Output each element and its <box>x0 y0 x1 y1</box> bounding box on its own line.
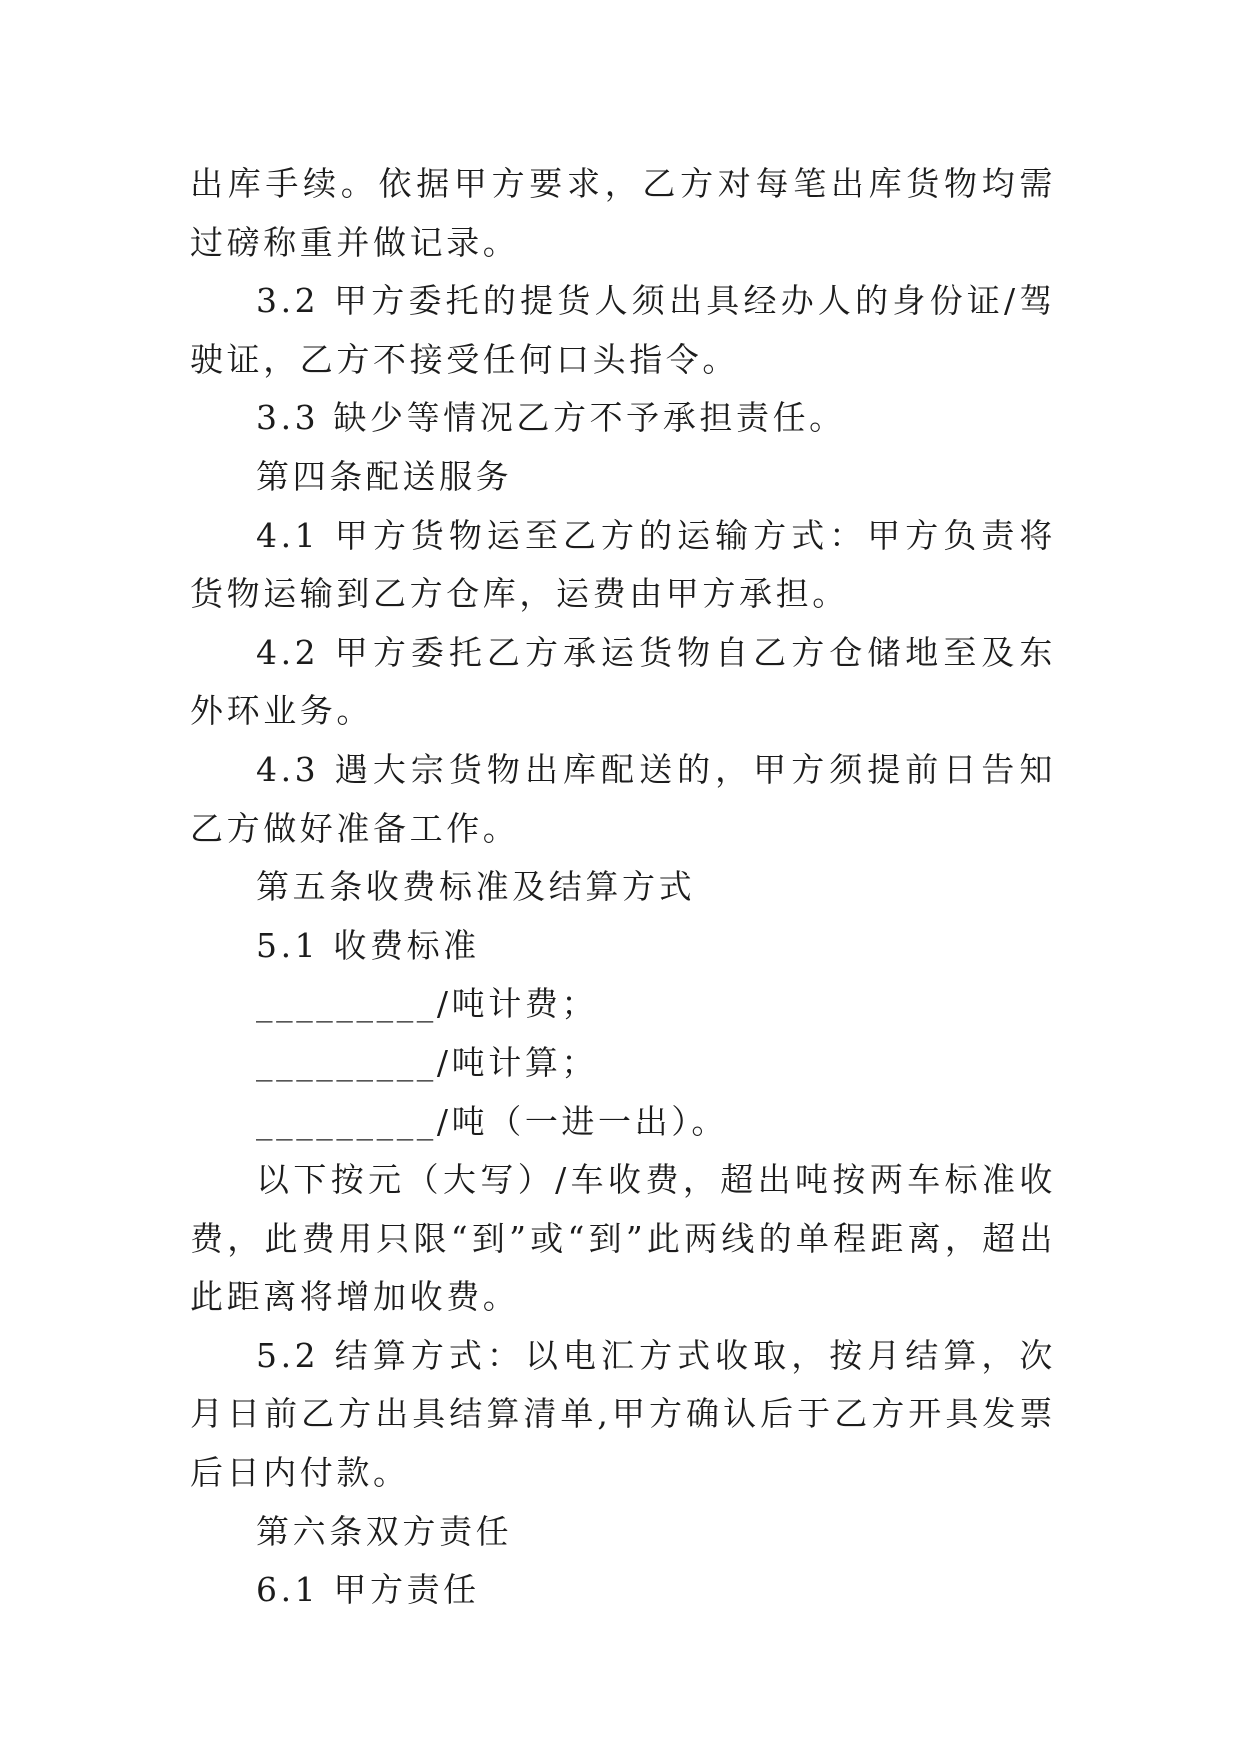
document-body <box>190 155 1056 1620</box>
paragraph-6-1: 6.1 甲方责任 <box>256 1570 480 1610</box>
paragraph-5-2: 5.2 结算方式：以电汇方式收取，按月结算，次月日前乙方出具结算清单,甲方确认后于乙方开具发票后日内付款。 <box>190 1335 1056 1493</box>
paragraph-4-3: 4.3 遇大宗货物出库配送的，甲方须提前日告知乙方做好准备工作。 <box>190 749 1056 848</box>
fee-line-per-ton-calc: _________/吨计算； <box>256 1042 599 1082</box>
heading-article-6: 第六条双方责任 <box>256 1511 513 1551</box>
paragraph-3-2: 3.2 甲方委托的提货人须出具经办人的身份证/驾驶证，乙方不接受任何口头指令。 <box>190 281 1056 379</box>
paragraph-vehicle-fee: 以下按元（大写）/车收费，超出吨按两车标准收费，此费用只限“到”或“到”此两线的单程距离，超出此距离将增加收费。 <box>190 1160 1056 1317</box>
paragraph-4-2: 4.2 甲方委托乙方承运货物自乙方仓储地至及东外环业务。 <box>190 632 1056 731</box>
paragraph-4-1: 4.1 甲方货物运至乙方的运输方式：甲方负责将货物运输到乙方仓库，运费由甲方承担。 <box>190 515 1056 614</box>
fee-line-per-ton-charge: _________/吨计费； <box>256 984 599 1024</box>
paragraph-outbound-procedure-continued: 出库手续。依据甲方要求，乙方对每笔出库货物均需过磅称重并做记录。 <box>190 164 1056 262</box>
heading-article-4: 第四条配送服务 <box>256 456 513 496</box>
fee-line-in-out: _________/吨（一进一出）。 <box>256 1101 728 1141</box>
paragraph-3-3: 3.3 缺少等情况乙方不予承担责任。 <box>256 398 846 438</box>
heading-article-5: 第五条收费标准及结算方式 <box>256 867 696 907</box>
paragraph-5-1: 5.1 收费标准 <box>256 925 480 965</box>
